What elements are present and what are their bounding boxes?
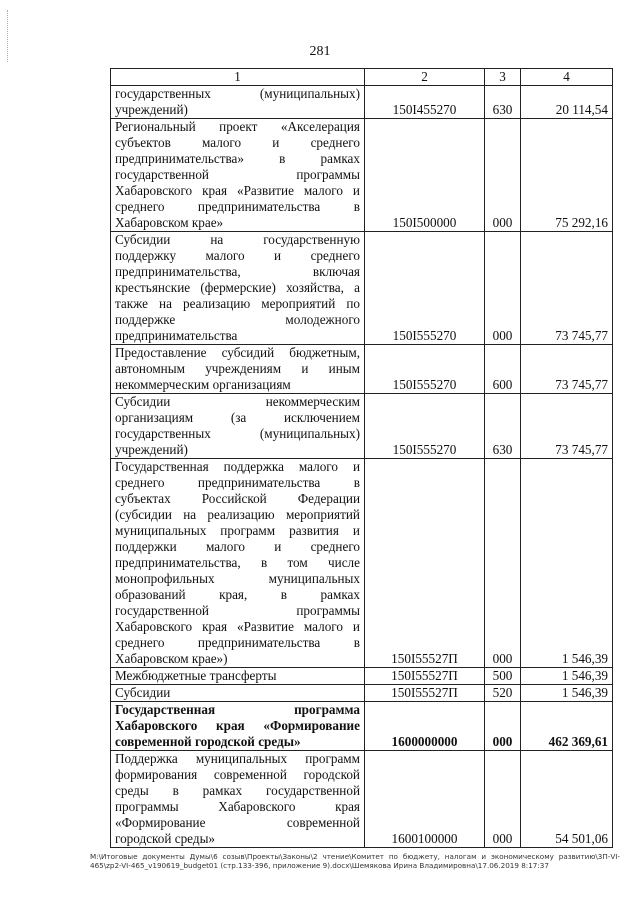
row-code: 150I555270 — [365, 394, 485, 459]
row-code: 150I555270 — [365, 345, 485, 394]
row-name-line: Государственная поддержка малого и — [115, 459, 360, 474]
row-name-line: учреждений) — [115, 102, 188, 117]
page-number: 281 — [309, 44, 331, 59]
row-amount: 73 745,77 — [521, 394, 613, 459]
table-row — [111, 702, 613, 751]
row-amount: 1 546,39 — [521, 459, 613, 668]
table-row — [111, 668, 613, 685]
row-name-line: Хабаровского края «Формирование — [115, 718, 360, 733]
row-name-line: Межбюджетные трансферты — [115, 668, 277, 683]
row-name-line: Региональный проект «Акселерация — [115, 119, 360, 134]
row-name-line: некоммерческим организациям — [115, 377, 291, 392]
row-name-line: Хабаровского края «Развитие малого и — [115, 183, 360, 198]
row-name-line: Субсидии на государственную — [115, 232, 360, 247]
row-name-line: Хабаровского края «Развитие малого и — [115, 619, 360, 634]
row-code: 1600000000 — [365, 702, 485, 751]
header-col-4: 4 — [521, 69, 613, 86]
row-name-line: среды в рамках государственной — [115, 783, 360, 798]
budget-table — [110, 68, 613, 848]
row-code: 150I55527П — [365, 668, 485, 685]
row-name-line: поддержке молодежного — [115, 312, 360, 327]
row-expense-type: 000 — [485, 751, 521, 848]
row-name-line: среднего предпринимательства в — [115, 475, 360, 490]
row-name — [111, 702, 365, 751]
row-name-line: государственных (муниципальных) — [115, 426, 360, 441]
row-expense-type: 630 — [485, 394, 521, 459]
row-name-line: Поддержка муниципальных программ — [115, 751, 360, 766]
row-name — [111, 119, 365, 232]
row-name-line: предпринимательства — [115, 328, 238, 343]
table-row — [111, 232, 613, 345]
row-code: 150I455270 — [365, 86, 485, 119]
row-expense-type: 600 — [485, 345, 521, 394]
row-amount: 73 745,77 — [521, 345, 613, 394]
row-name-line: предпринимательства» в рамках — [115, 151, 360, 166]
row-name-line: учреждений) — [115, 442, 188, 457]
row-amount: 1 546,39 — [521, 685, 613, 702]
row-name-line: среднего предпринимательства в — [115, 635, 360, 650]
row-name-line: Хабаровском крае» — [115, 215, 224, 230]
row-code: 150I500000 — [365, 119, 485, 232]
table-row — [111, 751, 613, 848]
header-col-1: 1 — [111, 69, 365, 86]
header-col-2: 2 — [365, 69, 485, 86]
row-name-line: монопрофильных муниципальных — [115, 571, 360, 586]
table-row — [111, 459, 613, 668]
row-name-line: Субсидии некоммерческим — [115, 394, 360, 409]
row-expense-type: 000 — [485, 459, 521, 668]
row-expense-type: 500 — [485, 668, 521, 685]
table-row — [111, 685, 613, 702]
row-amount: 54 501,06 — [521, 751, 613, 848]
row-name-line: предпринимательства, в том числе — [115, 555, 360, 570]
row-name-line: формирования современной городской — [115, 767, 360, 782]
row-name-line: программы Хабаровского края — [115, 799, 360, 814]
header-col-3: 3 — [485, 69, 521, 86]
row-name-line: муниципальных программ развития и — [115, 523, 360, 538]
row-name — [111, 86, 365, 119]
row-name-line: образований края, в рамках — [115, 587, 360, 602]
row-name — [111, 394, 365, 459]
row-expense-type: 000 — [485, 119, 521, 232]
row-name — [111, 668, 365, 685]
row-name-line: крестьянские (фермерские) хозяйства, а — [115, 280, 360, 295]
row-code: 150I55527П — [365, 685, 485, 702]
row-name-line: организациям (за исключением — [115, 410, 360, 425]
row-name — [111, 685, 365, 702]
table-row — [111, 394, 613, 459]
row-name-line: государственной программы — [115, 167, 360, 182]
table-row — [111, 345, 613, 394]
row-name — [111, 232, 365, 345]
table-row — [111, 86, 613, 119]
row-amount: 462 369,61 — [521, 702, 613, 751]
row-code: 1600100000 — [365, 751, 485, 848]
row-name-line: (субсидии на реализацию мероприятий — [115, 507, 360, 522]
row-name-line: также на реализацию мероприятий по — [115, 296, 360, 311]
row-name-line: Хабаровском крае») — [115, 651, 228, 666]
row-expense-type: 520 — [485, 685, 521, 702]
row-name-line: поддержки малого и среднего — [115, 539, 360, 554]
table-header-row — [111, 69, 613, 86]
file-path-footer: M:\Итоговые документы Думы\6 созыв\Проекты\Законы\2 чтение\Комитет по бюджету, налогам и экономическому развитию\3П-VI-465\zp2-VI-465_v190619_budget01 (стр.133-396, приложение 9).docx\Шемякова Ирина Владимировна\17.06.2019 8:17:37 — [90, 852, 620, 870]
row-name — [111, 459, 365, 668]
row-amount: 20 114,54 — [521, 86, 613, 119]
row-name-line: субъектов малого и среднего — [115, 135, 360, 150]
row-name-line: Предоставление субсидий бюджетным, — [115, 345, 360, 360]
row-name — [111, 751, 365, 848]
row-name-line: среднего предпринимательства в — [115, 199, 360, 214]
row-name-line: современной городской среды» — [115, 734, 301, 749]
row-amount: 73 745,77 — [521, 232, 613, 345]
row-expense-type: 000 — [485, 702, 521, 751]
row-amount: 75 292,16 — [521, 119, 613, 232]
row-name-line: поддержку малого и среднего — [115, 248, 360, 263]
row-name-line: государственных (муниципальных) — [115, 86, 360, 101]
row-name-line: Субсидии — [115, 685, 171, 700]
row-name-line: государственной программы — [115, 603, 360, 618]
row-code: 150I555270 — [365, 232, 485, 345]
row-expense-type: 000 — [485, 232, 521, 345]
row-name-line: субъектах Российской Федерации — [115, 491, 360, 506]
row-expense-type: 630 — [485, 86, 521, 119]
row-name-line: «Формирование современной — [115, 815, 360, 830]
table-body — [111, 86, 613, 848]
table-row — [111, 119, 613, 232]
row-name-line: городской среды» — [115, 831, 216, 846]
row-name — [111, 345, 365, 394]
row-name-line: Государственная программа — [115, 702, 360, 717]
row-amount: 1 546,39 — [521, 668, 613, 685]
row-code: 150I55527П — [365, 459, 485, 668]
row-name-line: предпринимательства, включая — [115, 264, 360, 279]
row-name-line: автономным учреждениям и иным — [115, 361, 360, 376]
